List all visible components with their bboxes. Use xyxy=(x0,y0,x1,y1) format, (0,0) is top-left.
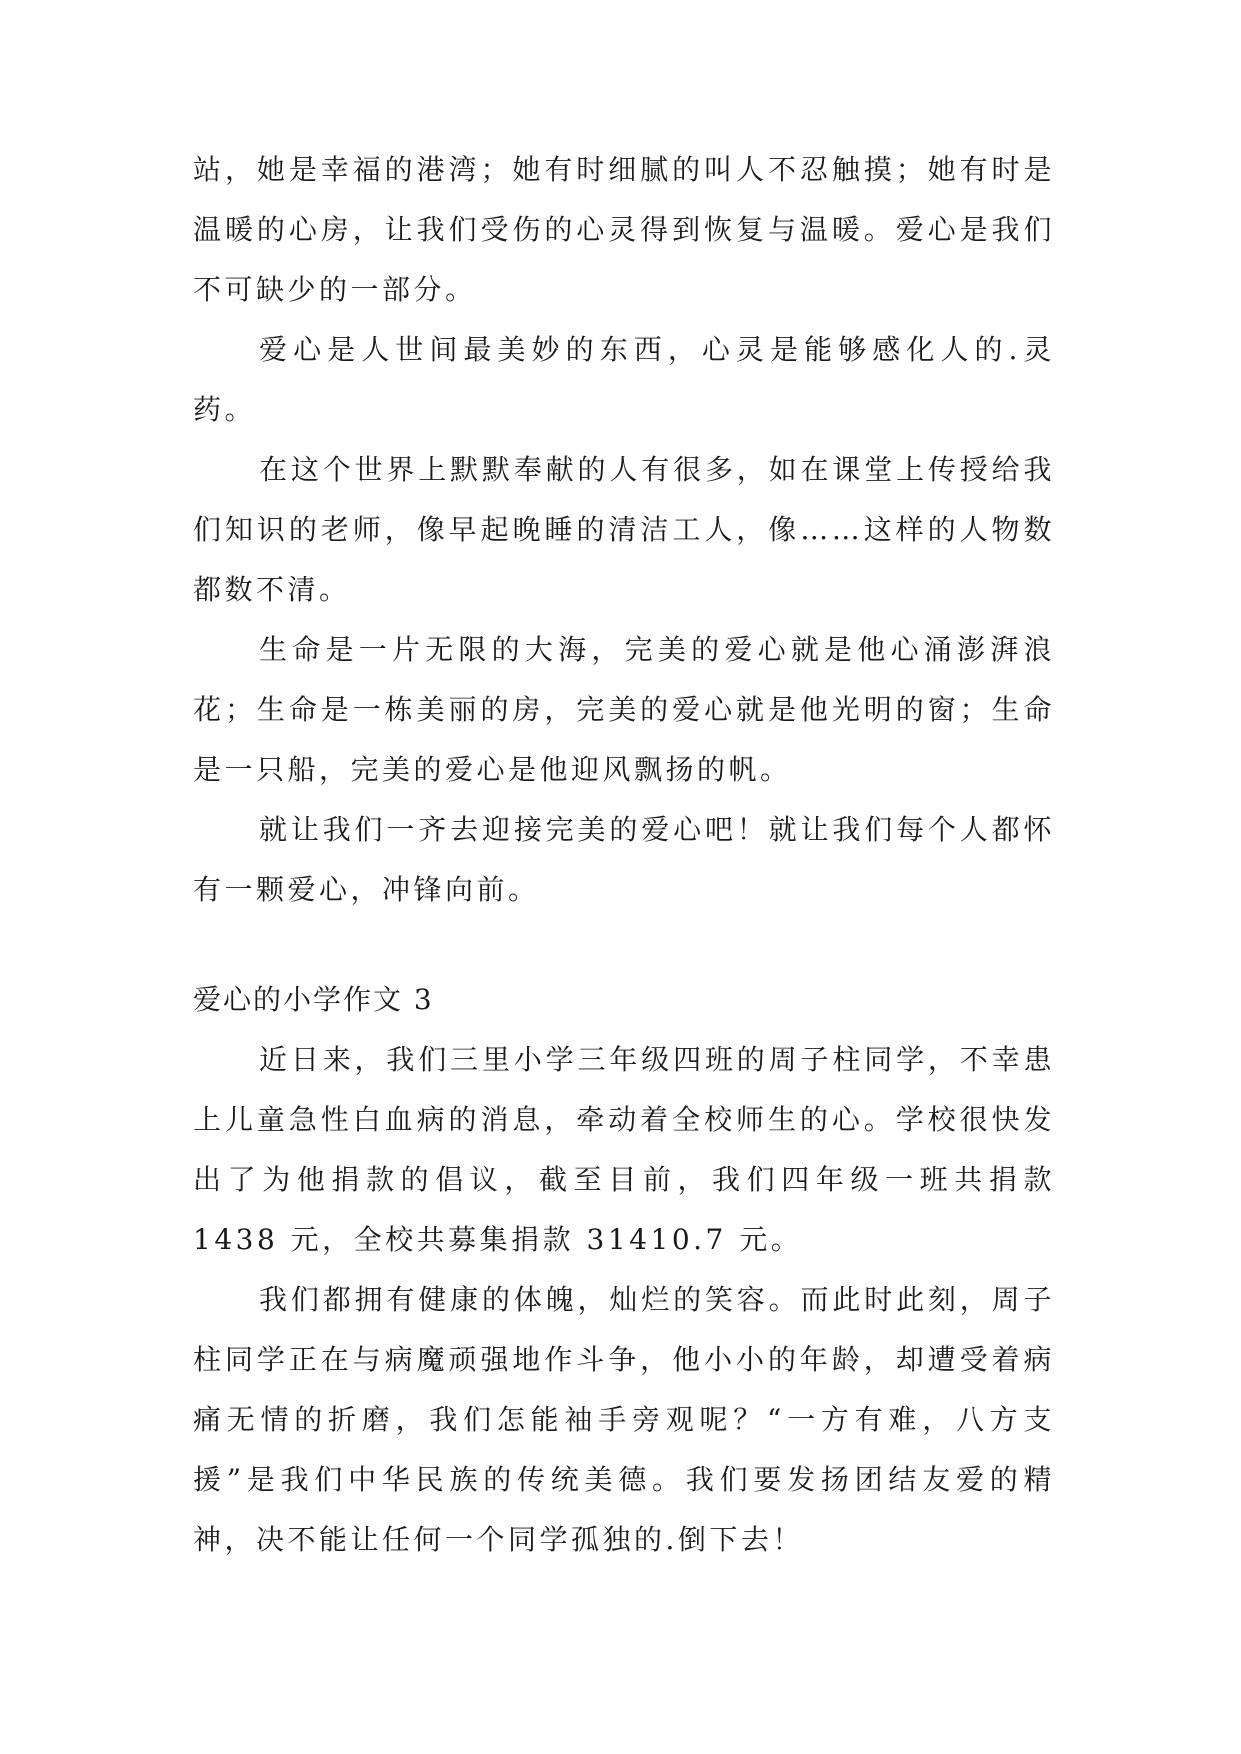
section-3-paragraph-1: 近日来，我们三里小学三年级四班的周子柱同学，不幸患上儿童急性白血病的消息，牵动着全校师生的心。学校很快发出了为他捐款的倡议，截至目前，我们四年级一班共捐款 1438 元，全校共募集捐款 31410.7 元。 xyxy=(193,1043,1055,1256)
paragraph-1: 爱心是人世间最美妙的东西，心灵是能够感化人的.灵药。 xyxy=(193,333,1055,426)
section-3-paragraph-2: 我们都拥有健康的体魄，灿烂的笑容。而此时此刻，周子柱同学正在与病魔顽强地作斗争，他小小的年龄，却遭受着病痛无情的折磨，我们怎能袖手旁观呢？“一方有难，八方支援”是我们中华民族的传统美德。我们要发扬团结友爱的精神，决不能让任何一个同学孤独的.倒下去！ xyxy=(193,1283,1055,1556)
paragraph-continuation: 站，她是幸福的港湾；她有时细腻的叫人不忍触摸；她有时是温暖的心房，让我们受伤的心灵得到恢复与温暖。爱心是我们不可缺少的一部分。 xyxy=(193,153,1055,306)
paragraph-4: 就让我们一齐去迎接完美的爱心吧！就让我们每个人都怀有一颗爱心，冲锋向前。 xyxy=(193,813,1055,906)
essay-part-1 xyxy=(193,140,1055,920)
paragraph-3: 生命是一片无限的大海，完美的爱心就是他心涌澎湃浪花；生命是一栋美丽的房，完美的爱心就是他光明的窗；生命是一只船，完美的爱心是他迎风飘扬的帆。 xyxy=(193,633,1055,786)
section-heading: 爱心的小学作文 3 xyxy=(193,983,434,1016)
essay-section-3 xyxy=(193,970,1055,1570)
paragraph-2: 在这个世界上默默奉献的人有很多，如在课堂上传授给我们知识的老师，像早起晚睡的清洁工人，像……这样的人物数都数不清。 xyxy=(193,453,1055,606)
